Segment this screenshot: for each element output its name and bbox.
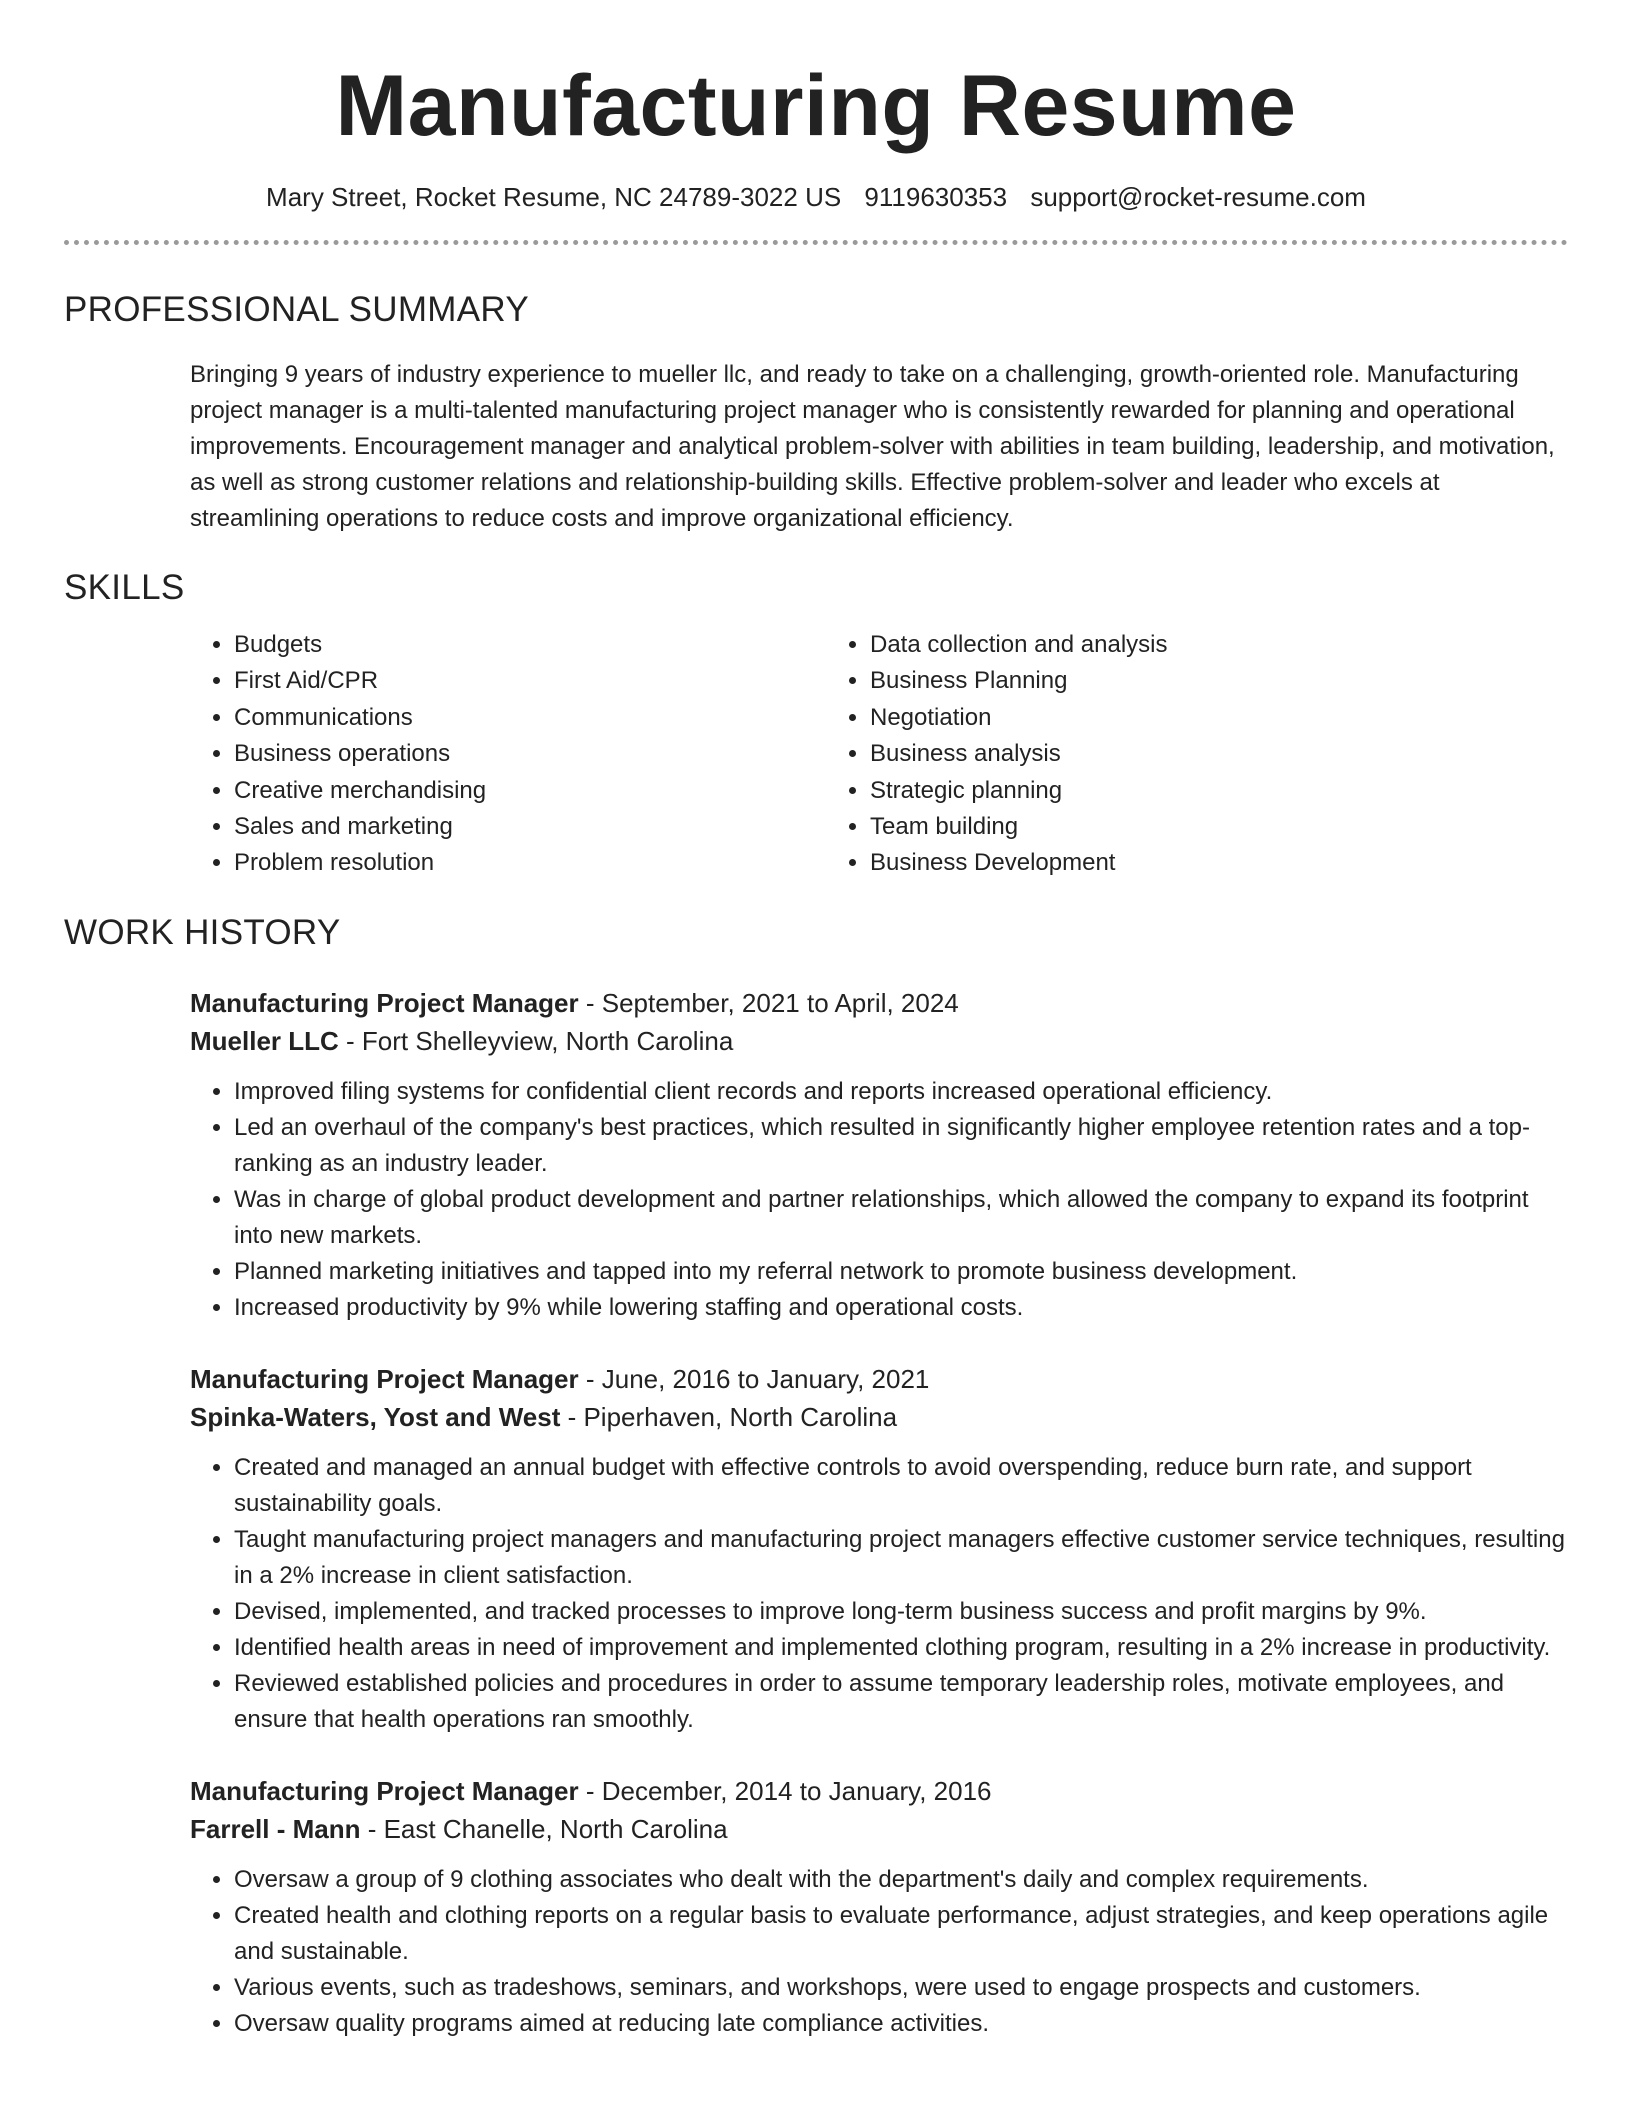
skill-item: • Data collection and analysis: [870, 627, 1462, 663]
skills-right-list: [826, 627, 1462, 882]
skill-item: • Sales and marketing: [234, 809, 826, 845]
job-bullet: • Improved filing systems for confidential client records and reports increased operational efficiency.: [234, 1074, 1568, 1110]
job-location: - Fort Shelleyview, North Carolina: [338, 1025, 734, 1056]
skill-item: • Business Planning: [870, 663, 1462, 699]
job-entry: [190, 1772, 1568, 2042]
job-bullets: [190, 1862, 1568, 2042]
job-dates: - September, 2021 to April, 2024: [578, 987, 959, 1018]
resume-title: Manufacturing Resume: [335, 58, 1297, 154]
skills-left-list: [190, 627, 826, 882]
skill-item: • Strategic planning: [870, 773, 1462, 809]
summary-text: Bringing 9 years of industry experience to mueller llc, and ready to take on a challenging, growth-oriented role. Manufacturing project manager is a multi-talented manufacturing project manager who is consistently rewarded for planning and operational improvements. Encouragement manager and analytical problem-solver with abilities in team building, leadership, and motivation, as well as strong customer relations and relationship-building skills. Effective problem-solver and leader who excels at streamlining operations to reduce costs and improve organizational efficiency.: [190, 361, 1555, 532]
job-bullet: • Oversaw a group of 9 clothing associates who dealt with the department's daily and complex requirements.: [234, 1862, 1568, 1898]
job-bullet: • Devised, implemented, and tracked processes to improve long-term business success and profit margins by 9%.: [234, 1594, 1568, 1630]
skill-item: • Creative merchandising: [234, 773, 826, 809]
skills-heading: SKILLS: [64, 568, 185, 607]
skill-item: • Business Development: [870, 845, 1462, 881]
work-history-section: [64, 912, 1568, 2042]
skill-item: • Business analysis: [870, 736, 1462, 772]
skill-item: • Negotiation: [870, 700, 1462, 736]
job-company-line: [190, 1022, 1568, 1060]
contact-address: Mary Street, Rocket Resume, NC 24789-3022 US: [266, 182, 842, 212]
job-company-line: [190, 1398, 1568, 1436]
job-title: Manufacturing Project Manager: [190, 1363, 579, 1394]
job-dates: - December, 2014 to January, 2016: [578, 1775, 992, 1806]
job-title: Manufacturing Project Manager: [190, 1775, 579, 1806]
skill-item: • Budgets: [234, 627, 826, 663]
job-bullet: • Created health and clothing reports on a regular basis to evaluate performance, adjust strategies, and keep operations agile and sustainable.: [234, 1898, 1568, 1970]
job-bullet: • Reviewed established policies and procedures in order to assume temporary leadership roles, motivate employees, and ensure that health operations ran smoothly.: [234, 1666, 1568, 1738]
job-bullet: • Created and managed an annual budget with effective controls to avoid overspending, reduce burn rate, and support sustainability goals.: [234, 1450, 1568, 1522]
job-title-line: [190, 984, 1568, 1022]
job-company: Mueller LLC: [190, 1025, 339, 1056]
job-bullets: [190, 1450, 1568, 1738]
job-company-line: [190, 1810, 1568, 1848]
job-bullet: • Increased productivity by 9% while lowering staffing and operational costs.: [234, 1290, 1568, 1326]
job-bullet: • Taught manufacturing project managers and manufacturing project managers effective customer service techniques, resulting in a 2% increase in client satisfaction.: [234, 1522, 1568, 1594]
job-bullets: [190, 1074, 1568, 1326]
job-bullet: • Various events, such as tradeshows, seminars, and workshops, were used to engage prospects and customers.: [234, 1970, 1568, 2006]
job-company: Spinka-Waters, Yost and West: [190, 1401, 561, 1432]
job-bullet: • Was in charge of global product development and partner relationships, which allowed the company to expand its footprint into new markets.: [234, 1182, 1568, 1254]
skill-item: • Business operations: [234, 736, 826, 772]
job-location: - Piperhaven, North Carolina: [560, 1401, 898, 1432]
job-dates: - June, 2016 to January, 2021: [578, 1363, 930, 1394]
skill-item: • First Aid/CPR: [234, 663, 826, 699]
skill-item: • Team building: [870, 809, 1462, 845]
job-bullet: • Planned marketing initiatives and tapped into my referral network to promote business development.: [234, 1254, 1568, 1290]
skills-section: [64, 567, 1568, 882]
contact-phone: 9119630353: [864, 182, 1008, 212]
skill-item: • Communications: [234, 700, 826, 736]
contact-line: [64, 180, 1568, 214]
summary-heading: PROFESSIONAL SUMMARY: [64, 290, 529, 329]
job-entry: [190, 1360, 1568, 1738]
contact-email: support@rocket-resume.com: [1030, 182, 1366, 212]
work-history-heading: WORK HISTORY: [64, 912, 341, 952]
job-title: Manufacturing Project Manager: [190, 987, 579, 1018]
job-bullet: • Identified health areas in need of improvement and implemented clothing program, resulting in a 2% increase in productivity.: [234, 1630, 1568, 1666]
job-entry: [190, 984, 1568, 1326]
skills-columns: [190, 627, 1568, 882]
job-title-line: [190, 1360, 1568, 1398]
job-location: - East Chanelle, North Carolina: [360, 1813, 728, 1844]
job-title-line: [190, 1772, 1568, 1810]
job-company: Farrell - Mann: [190, 1813, 361, 1844]
summary-section: [64, 289, 1568, 537]
skill-item: • Problem resolution: [234, 845, 826, 881]
job-bullet: • Led an overhaul of the company's best practices, which resulted in significantly higher employee retention rates and a top-ranking as an industry leader.: [234, 1110, 1568, 1182]
job-bullet: • Oversaw quality programs aimed at reducing late compliance activities.: [234, 2006, 1568, 2042]
header-divider: [64, 240, 1568, 245]
